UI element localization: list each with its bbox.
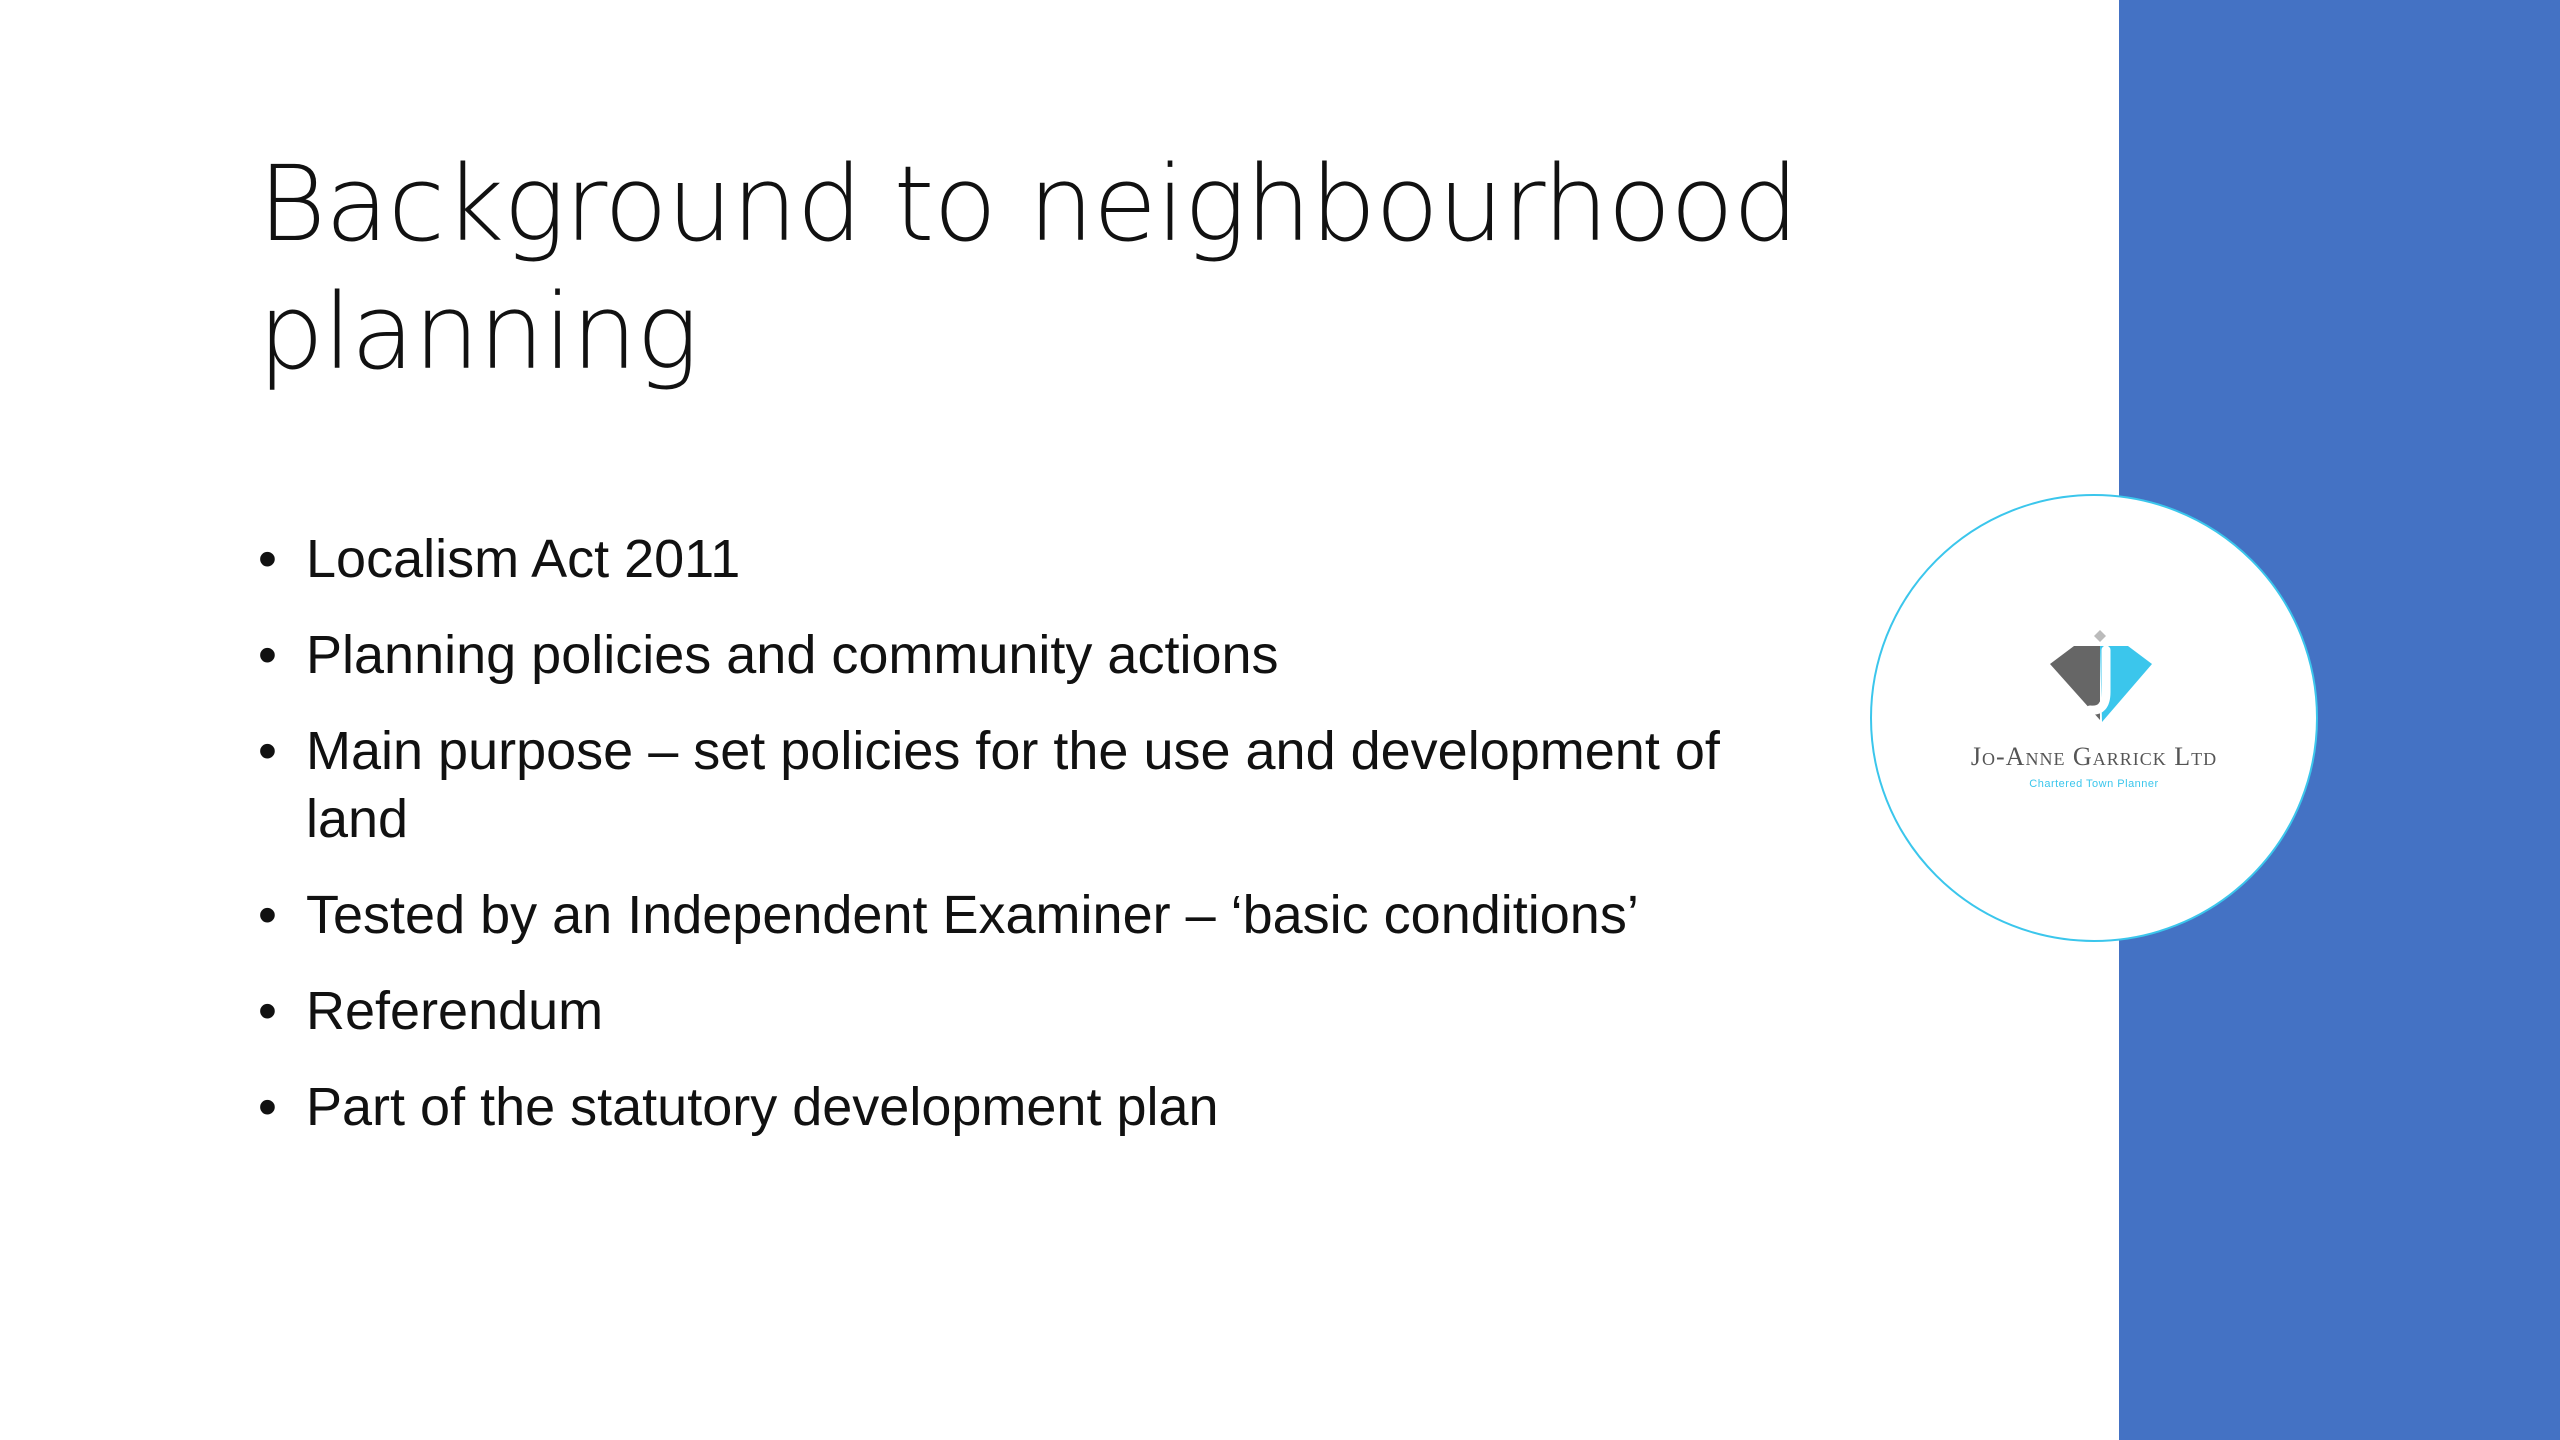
company-logo bbox=[1870, 494, 2318, 942]
bullet-text: Main purpose – set policies for the use and development of land bbox=[306, 721, 1720, 849]
bullet-text: Localism Act 2011 bbox=[306, 529, 741, 589]
bullet-text: Part of the statutory development plan bbox=[306, 1077, 1219, 1137]
bullet-text: Referendum bbox=[306, 981, 604, 1041]
bullet-item bbox=[258, 977, 1818, 1045]
bullet-list bbox=[258, 525, 1818, 1169]
bullet-text: Planning policies and community actions bbox=[306, 625, 1279, 685]
logo-tagline: Chartered Town Planner bbox=[2029, 778, 2159, 790]
bullet-dot-icon: • bbox=[258, 529, 277, 589]
bullet-item bbox=[258, 525, 1818, 593]
diamond-monogram-icon bbox=[2044, 630, 2156, 734]
bullet-dot-icon: • bbox=[258, 721, 277, 781]
bullet-item bbox=[258, 881, 1818, 949]
bullet-item bbox=[258, 621, 1818, 689]
logo-company-name: Jo-Anne Garrick Ltd bbox=[1970, 742, 2218, 771]
bullet-text: Tested by an Independent Examiner – ‘basic conditions’ bbox=[306, 885, 1639, 945]
slide-title: Background to neighbourhood planning bbox=[258, 143, 1798, 393]
bullet-dot-icon: • bbox=[258, 885, 277, 945]
bullet-item bbox=[258, 1073, 1818, 1141]
bullet-dot-icon: • bbox=[258, 1077, 277, 1137]
bullet-item bbox=[258, 717, 1818, 853]
bullet-dot-icon: • bbox=[258, 981, 277, 1041]
bullet-dot-icon: • bbox=[258, 625, 277, 685]
